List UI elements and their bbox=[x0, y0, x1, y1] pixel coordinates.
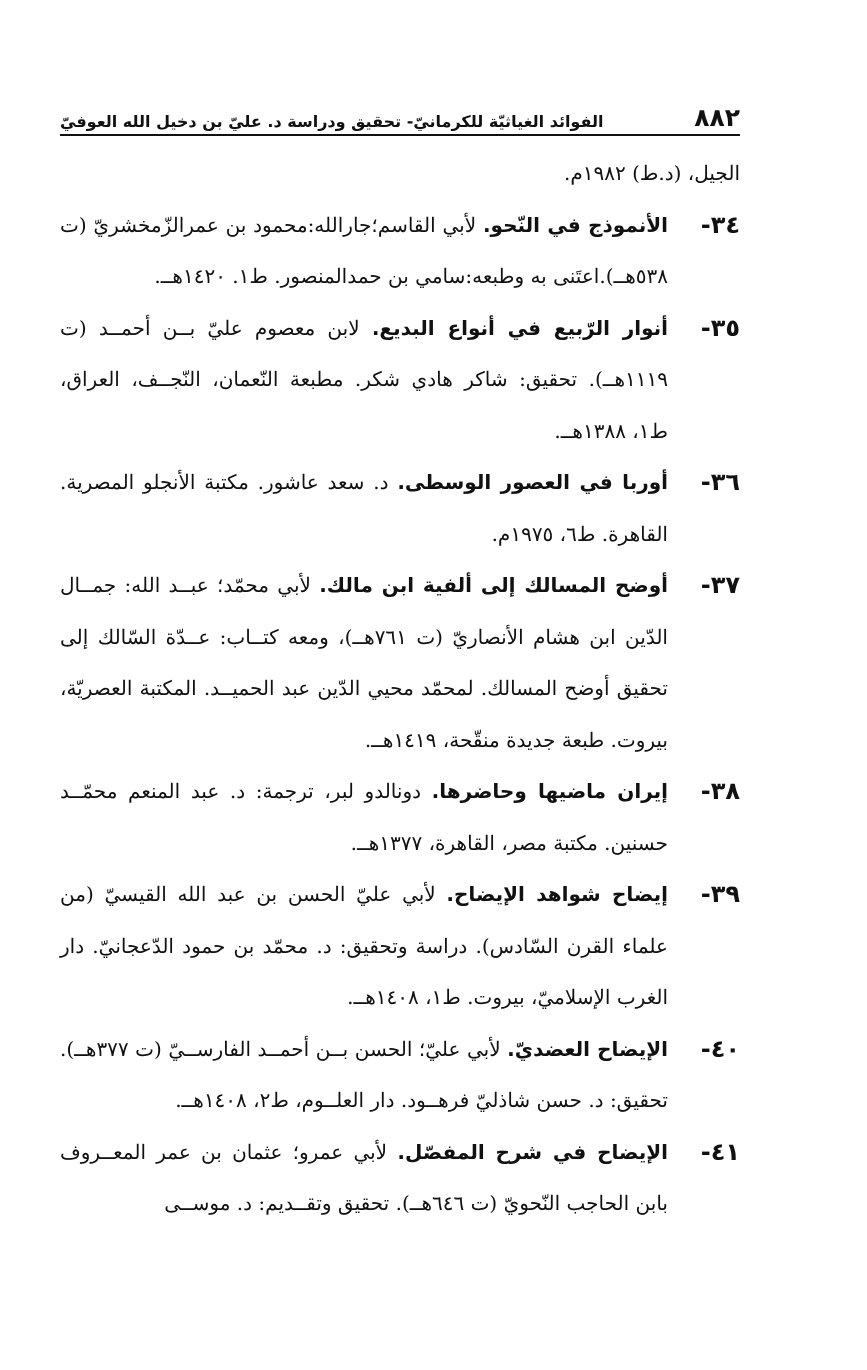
bibliography-entry-35 bbox=[60, 303, 740, 458]
entry-number: ٣٤- bbox=[700, 210, 740, 239]
entry-number: ٣٧- bbox=[700, 571, 740, 599]
entry-title: إيران ماضيها وحاضرها. bbox=[431, 779, 668, 803]
entry-number: ٣٥- bbox=[700, 313, 740, 342]
entry-title: أنوار الرّبيع في أنواع البديع. bbox=[371, 315, 669, 340]
entry-number: ٤١- bbox=[700, 1137, 740, 1166]
entry-title: أوضح المسالك إلى ألفية ابن مالك. bbox=[319, 573, 668, 597]
bibliography-entry-34 bbox=[60, 200, 740, 303]
running-header bbox=[60, 86, 740, 130]
entry-text: لابن معصوم عليّ بــن أحمــد (ت ١١١٩هــ). تحقيق: شاكر هادي شكر. مطبعة النّعمان، النّجــف، العراق، ط١، ١٣٨٨هــ. bbox=[60, 315, 668, 443]
entry-title: إيضاح شواهد الإيضاح. bbox=[446, 882, 668, 906]
entry-text: لأبي القاسم؛جارالله:محمود بن عمرالزّمخشريّ (ت ٥٣٨هــ).اعتَنى به وطبعه:سامي بن حمدالمنصور. ط١. ١٤٢٠هــ. bbox=[60, 212, 668, 288]
entry-text: لأبي عليّ الحسن بن عبد الله القيسيّ (من علماء القرن السّادس). دراسة وتحقيق: د. محمّد بن حمود الدّعجانيّ. دار الغرب الإسلاميّ، بيروت. ط١، ١٤٠٨هــ. bbox=[60, 882, 668, 1009]
entry-text: لأبي محمّد؛ عبــد الله: جمــال الدّين ابن هشام الأنصاريّ (ت ٧٦١هــ)، ومعه كتــاب: عــدّة السّالك إلى تحقيق أوضح المسالك. لمحمّد محيي الدّين عبد الحميــد. المكتبة العصريّة، بيروت. طبعة جديدة منقّحة، ١٤١٩هــ. bbox=[60, 573, 668, 752]
running-title: الفوائد الغياثيّة للكرمانيّ- تحقيق ودراسة د. عليّ بن دخيل الله العوفيّ bbox=[60, 112, 604, 131]
page-number: ٨٨٢ bbox=[694, 103, 740, 132]
bibliography-entry-39 bbox=[60, 869, 740, 1024]
bibliography-entry-37 bbox=[60, 560, 740, 766]
entry-title: أوربا في العصور الوسطى. bbox=[397, 470, 669, 494]
bibliography-entry-41 bbox=[60, 1127, 740, 1230]
entry-number: ٣٨- bbox=[700, 777, 740, 805]
entry-text: دونالدو لبر، ترجمة: د. عبد المنعم محمّــد حسنين. مكتبة مصر، القاهرة، ١٣٧٧هــ. bbox=[60, 779, 668, 855]
continuation-line: الجيل، (د.ط) ١٩٨٢م. bbox=[564, 161, 740, 185]
entry-number: ٣٩- bbox=[700, 880, 740, 908]
entry-text: د. سعد عاشور. مكتبة الأنجلو المصرية. القاهرة. ط٦، ١٩٧٥م. bbox=[60, 470, 668, 546]
entry-text: لأبي عليّ؛ الحسن بــن أحمــد الفارســيّ (ت ٣٧٧هــ). تحقيق: د. حسن شاذليّ فرهــود. دار العلــوم، ط٢، ١٤٠٨هــ. bbox=[60, 1036, 668, 1112]
entry-title: الإيضاح في شرح المفصّل. bbox=[397, 1139, 668, 1164]
entry-number: ٤٠- bbox=[700, 1034, 740, 1063]
bibliography-list bbox=[60, 148, 740, 1230]
entry-number: ٣٦- bbox=[700, 468, 740, 496]
bibliography-entry-36 bbox=[60, 457, 740, 560]
bibliography-entry-40 bbox=[60, 1024, 740, 1127]
entry-title: الأنموذج في النّحو. bbox=[482, 212, 669, 237]
entry-title: الإيضاح العضديّ. bbox=[507, 1036, 668, 1061]
header-rule bbox=[60, 134, 740, 136]
entry-text: لأبي عمرو؛ عثمان بن عمر المعــروف بابن الحاجب النّحويّ (ت ٦٤٦هــ). تحقيق وتقــديم: د. موســى bbox=[60, 1139, 668, 1215]
bibliography-entry-38 bbox=[60, 766, 740, 869]
